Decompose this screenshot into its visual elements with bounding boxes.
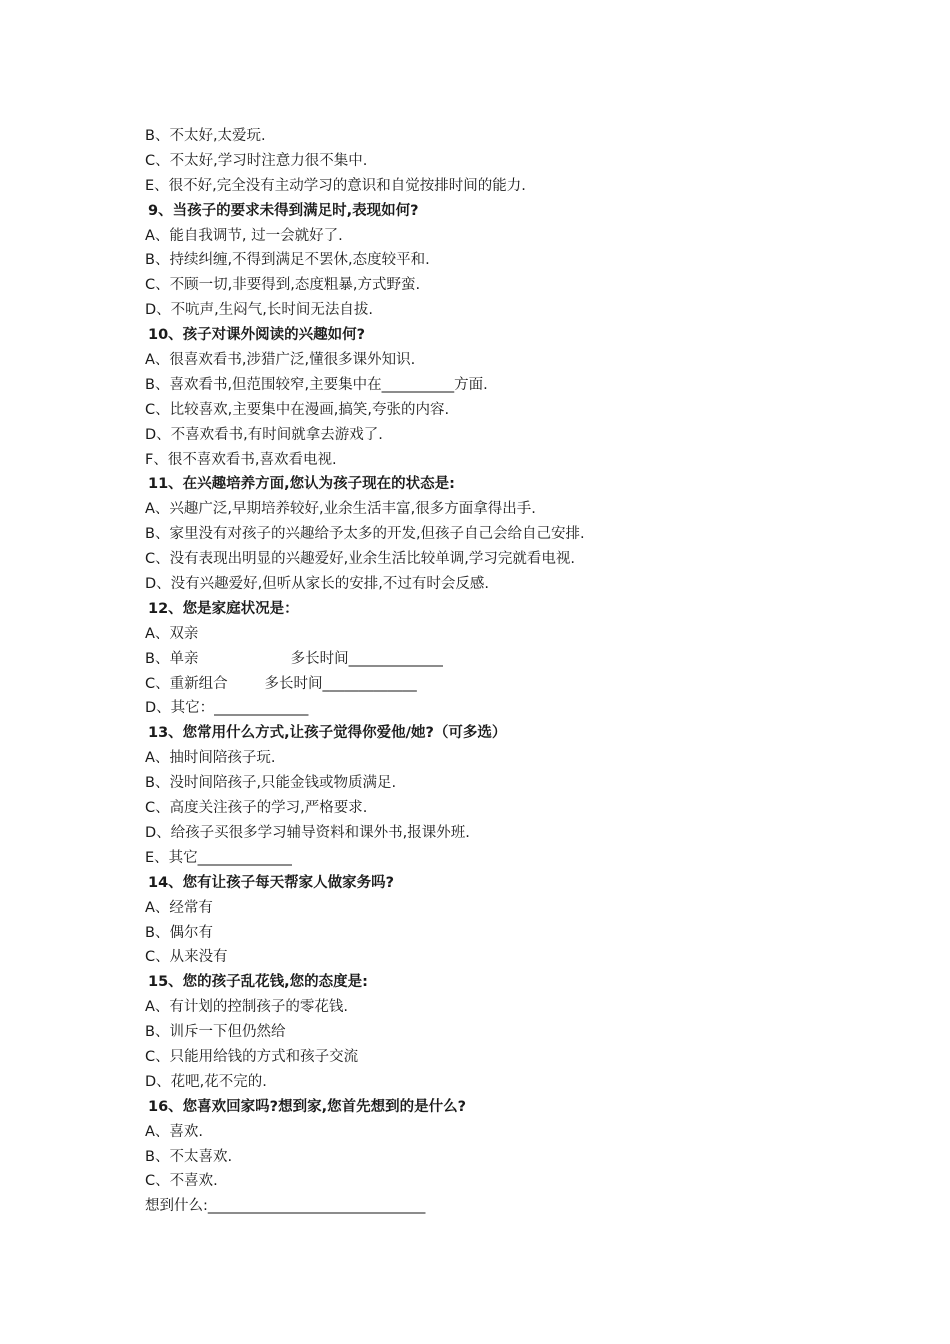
answer-option: D、给孩子买很多学习辅导资料和课外书,报课外班. — [145, 824, 470, 841]
answer-option: C、重新组合 多长时间_____________ — [145, 675, 417, 692]
answer-option: A、兴趣广泛,早期培养较好,业余生活丰富,很多方面拿得出手. — [145, 501, 536, 518]
question-heading: 15、您的孩子乱花钱,您的态度是: — [148, 974, 368, 991]
answer-option: B、不太喜欢. — [145, 1148, 233, 1165]
question-heading: 12、您是家庭状况是： — [148, 600, 299, 617]
answer-option: A、抽时间陪孩子玩. — [145, 750, 276, 767]
answer-option: B、家里没有对孩子的兴趣给予太多的开发,但孩子自己会给自己安排. — [145, 526, 585, 543]
answer-option: B、没时间陪孩子,只能金钱或物质满足. — [145, 775, 397, 792]
answer-option: C、没有表现出明显的兴趣爱好,业余生活比较单调,学习完就看电视. — [145, 551, 575, 568]
question-heading: 11、在兴趣培养方面,您认为孩子现在的状态是: — [148, 476, 455, 493]
answer-option: B、单亲 多长时间_____________ — [145, 650, 443, 667]
answer-option: B、不太好,太爱玩. — [145, 128, 266, 144]
question-heading: 9、当孩子的要求未得到满足时,表现如何? — [148, 202, 419, 219]
answer-option: D、不吭声,生闷气,长时间无法自拔. — [145, 302, 373, 319]
answer-option: B、训斥一下但仍然给 — [145, 1024, 286, 1041]
question-heading: 14、您有让孩子每天帮家人做家务吗? — [148, 874, 395, 891]
question-heading: 10、孩子对课外阅读的兴趣如何? — [148, 327, 366, 344]
answer-option: A、喜欢. — [145, 1123, 204, 1140]
answer-option: A、能自我调节, 过一会就好了. — [145, 227, 343, 244]
answer-option: C、不太好,学习时注意力很不集中. — [145, 152, 368, 169]
answer-option: F、很不喜欢看书,喜欢看电视. — [145, 451, 337, 468]
answer-option: C、不喜欢. — [145, 1173, 218, 1190]
answer-option: D、不喜欢看书,有时间就拿去游戏了. — [145, 426, 383, 443]
answer-option: A、很喜欢看书,涉猎广泛,懂很多课外知识. — [145, 352, 416, 369]
answer-option: D、其它：_____________ — [145, 700, 309, 717]
answer-option: D、没有兴趣爱好,但听从家长的安排,不过有时会反感. — [145, 576, 489, 593]
answer-option: A、经常有 — [145, 899, 213, 916]
question-heading: 16、您喜欢回家吗?想到家,您首先想到的是什么? — [148, 1098, 467, 1115]
questionnaire-page — [145, 124, 845, 1219]
answer-option: D、花吧,花不完的. — [145, 1073, 267, 1090]
question-heading: 13、您常用什么方式,让孩子觉得你爱他/她?（可多选） — [148, 725, 507, 742]
answer-option: 想到什么:______________________________ — [145, 1198, 426, 1215]
answer-option: B、喜欢看书,但范围较窄,主要集中在__________方面. — [145, 376, 488, 393]
answer-option: E、其它_____________ — [145, 849, 292, 866]
answer-option: E、很不好,完全没有主动学习的意识和自觉按排时间的能力. — [145, 177, 526, 194]
answer-option: C、高度关注孩子的学习,严格要求. — [145, 800, 368, 817]
answer-option: C、比较喜欢,主要集中在漫画,搞笑,夸张的内容. — [145, 401, 450, 418]
answer-option: B、偶尔有 — [145, 924, 213, 941]
answer-option: A、有计划的控制孩子的零花钱. — [145, 999, 349, 1016]
answer-option: B、持续纠缠,不得到满足不罢休,态度较平和. — [145, 252, 430, 269]
answer-option: C、不顾一切,非要得到,态度粗暴,方式野蛮. — [145, 277, 421, 294]
answer-option: C、只能用给钱的方式和孩子交流 — [145, 1048, 359, 1065]
answer-option: C、从来没有 — [145, 949, 228, 966]
answer-option: A、双亲 — [145, 625, 199, 642]
